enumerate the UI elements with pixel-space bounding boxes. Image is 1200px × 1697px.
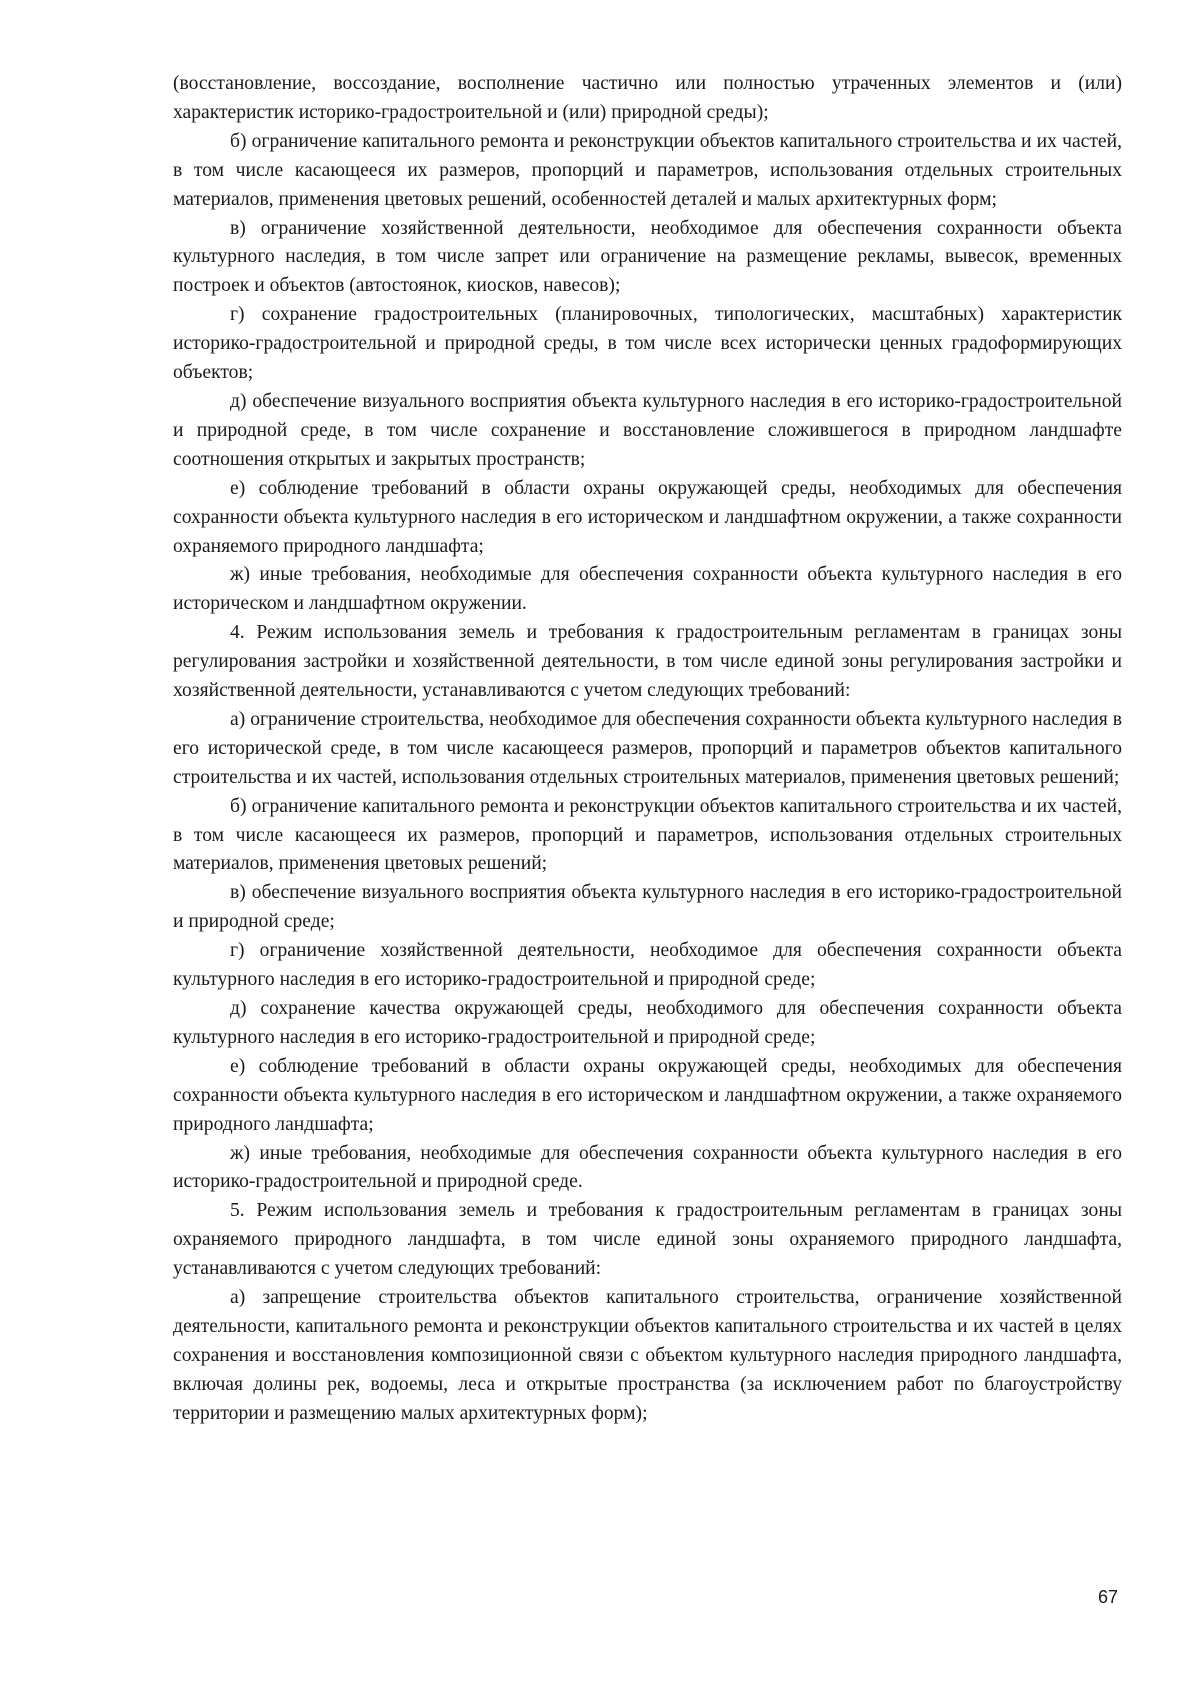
paragraph-5-item-a: а) запрещение строительства объектов капитального строительства, ограничение хозяйственной деятельности, капитального ремонта и реконструкции объектов капитального строительства и их частей в целях сохранения и восстановления композиционной связи с объектом культурного наследия природного ландшафта, включая долины рек, водоемы, леса и открытые пространства (за исключением работ по благоустройству территории и размещению малых архитектурных форм); <box>173 1287 1122 1424</box>
paragraph-item-g: г) сохранение градостроительных (планировочных, типологических, масштабных) характеристик историко-градостроительной и природной среды, в том числе всех исторически ценных градоформирующих объектов; <box>173 304 1122 384</box>
paragraph-4-item-v: в) обеспечение визуального восприятия объекта культурного наследия в его историко-градостроительной и природной среде; <box>173 882 1122 933</box>
paragraph-item-d: д) обеспечение визуального восприятия объекта культурного наследия в его историко-градостроительной и природной среде, в том числе сохранение и восстановление сложившегося в природном ландшафте соотношения открытых и закрытых пространств; <box>173 390 1122 470</box>
paragraph-section-5: 5. Режим использования земель и требования к градостроительным регламентам в границах зоны охраняемого природного ландшафта, в том числе единой зоны охраняемого природного ландшафта, устанавливаются с учетом следующих требований: <box>173 1200 1122 1280</box>
paragraph-4-item-a: а) ограничение строительства, необходимое для обеспечения сохранности объекта культурного наследия в его исторической среде, в том числе касающееся размеров, пропорций и параметров объектов капитального строительства и их частей, использования отдельных строительных материалов, применения цветовых решений; <box>173 708 1122 788</box>
paragraph-4-item-d: д) сохранение качества окружающей среды, необходимого для обеспечения сохранности объекта культурного наследия в его историко-градостроительной и природной среде; <box>173 998 1122 1048</box>
paragraph-section-4: 4. Режим использования земель и требования к градостроительным регламентам в границах зоны регулирования застройки и хозяйственной деятельности, в том числе единой зоны регулирования застройки и хозяйственной деятельности, устанавливаются с учетом следующих требований: <box>173 622 1122 702</box>
paragraph-item-e: е) соблюдение требований в области охраны окружающей среды, необходимых для обеспечения сохранности объекта культурного наследия в его историческом и ландшафтном окружении, а также сохранности охраняемого природного ландшафта; <box>173 477 1122 557</box>
paragraph-4-item-g: г) ограничение хозяйственной деятельности, необходимое для обеспечения сохранности объекта культурного наследия в его историко-градостроительной и природной среде; <box>173 940 1122 991</box>
page-number: 67 <box>1098 1587 1119 1607</box>
paragraph-4-item-b: б) ограничение капитального ремонта и реконструкции объектов капитального строительства и их частей, в том числе касающееся их размеров, пропорций и параметров, использования отдельных строительных материалов, применения цветовых решений; <box>173 795 1122 875</box>
paragraph-continuation: (восстановление, воссоздание, восполнение частично или полностью утраченных элементов и (или) характеристик историко-градостроительной и (или) природной среды); <box>173 73 1122 123</box>
paragraph-item-v: в) ограничение хозяйственной деятельности, необходимое для обеспечения сохранности объекта культурного наследия, в том числе запрет или ограничение на размещение рекламы, вывесок, временных построек и объектов (автостоянок, киосков, навесов); <box>173 217 1122 297</box>
paragraph-item-b: б) ограничение капитального ремонта и реконструкции объектов капитального строительства и их частей, в том числе касающееся их размеров, пропорций и параметров, использования отдельных строительных материалов, применения цветовых решений, особенностей деталей и малых архитектурных форм; <box>173 130 1122 210</box>
document-body <box>173 70 1122 1429</box>
paragraph-item-zh: ж) иные требования, необходимые для обеспечения сохранности объекта культурного наследия в его историческом и ландшафтном окружении. <box>173 564 1122 615</box>
paragraph-4-item-zh: ж) иные требования, необходимые для обеспечения сохранности объекта культурного наследия в его историко-градостроительной и природной среде. <box>173 1142 1122 1193</box>
paragraph-4-item-e: е) соблюдение требований в области охраны окружающей среды, необходимых для обеспечения сохранности объекта культурного наследия в его историческом и ландшафтном окружении, а также охраняемого природного ландшафта; <box>173 1055 1122 1135</box>
